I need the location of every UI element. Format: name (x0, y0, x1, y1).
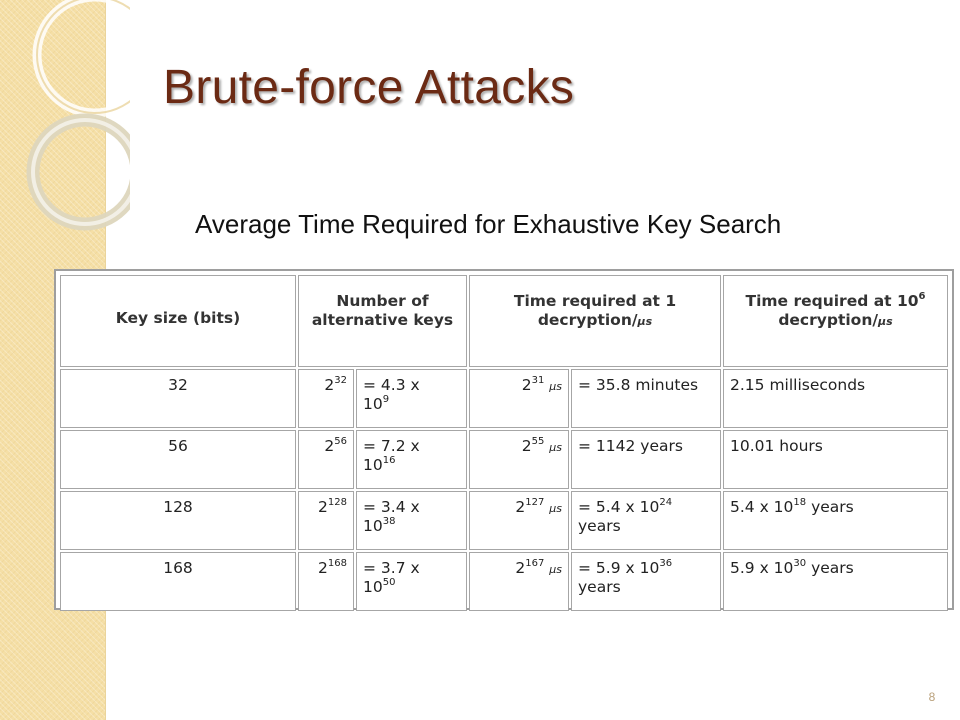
cell-key-size: 128 (60, 491, 296, 550)
header-time-million-decryptions: Time required at $10^6$ decryption/µs (723, 275, 948, 367)
cell-time-power: $2^{127}$ µs (469, 491, 569, 550)
cell-keys-approx: = 4.3 x $10^9$ (356, 369, 467, 428)
cell-time-million: 10.01 hours (723, 430, 948, 489)
table-row (60, 491, 948, 550)
cell-keys-approx: = 3.4 x $10^{38}$ (356, 491, 467, 550)
header-number-of-keys: Number of alternative keys (298, 275, 467, 367)
cell-keys-power: $2^{32}$ (298, 369, 354, 428)
header-time-1-decryption: Time required at 1 decryption/µs (469, 275, 721, 367)
cell-time-power: $2^{167}$ µs (469, 552, 569, 611)
table-row (60, 552, 948, 611)
table-caption: Average Time Required for Exhaustive Key Search (195, 209, 782, 239)
key-search-table-frame (54, 269, 954, 610)
cell-time-power: $2^{55}$ µs (469, 430, 569, 489)
table-row (60, 430, 948, 489)
table-header-row (60, 275, 948, 367)
cell-keys-power: $2^{128}$ (298, 491, 354, 550)
cell-time-result: = 1142 years (571, 430, 721, 489)
cell-time-million: 5.9 x $10^{30}$ years (723, 552, 948, 611)
cell-time-power: $2^{31}$ µs (469, 369, 569, 428)
cell-time-million: 2.15 milliseconds (723, 369, 948, 428)
cell-time-million: 5.4 x $10^{18}$ years (723, 491, 948, 550)
cell-key-size: 168 (60, 552, 296, 611)
cell-key-size: 56 (60, 430, 296, 489)
cell-time-result: = 35.8 minutes (571, 369, 721, 428)
header-key-size: Key size (bits) (60, 275, 296, 367)
decorative-circles (0, 0, 130, 260)
cell-keys-approx: = 7.2 x $10^{16}$ (356, 430, 467, 489)
table-row (60, 369, 948, 428)
page-number: 8 (928, 690, 936, 704)
cell-keys-power: $2^{56}$ (298, 430, 354, 489)
cell-time-result: = 5.9 x $10^{36}$ years (571, 552, 721, 611)
cell-keys-power: $2^{168}$ (298, 552, 354, 611)
cell-time-result: = 5.4 x $10^{24}$ years (571, 491, 721, 550)
key-search-table (58, 273, 950, 613)
cell-keys-approx: = 3.7 x $10^{50}$ (356, 552, 467, 611)
cell-key-size: 32 (60, 369, 296, 428)
slide-title: Brute-force Attacks (163, 61, 575, 114)
